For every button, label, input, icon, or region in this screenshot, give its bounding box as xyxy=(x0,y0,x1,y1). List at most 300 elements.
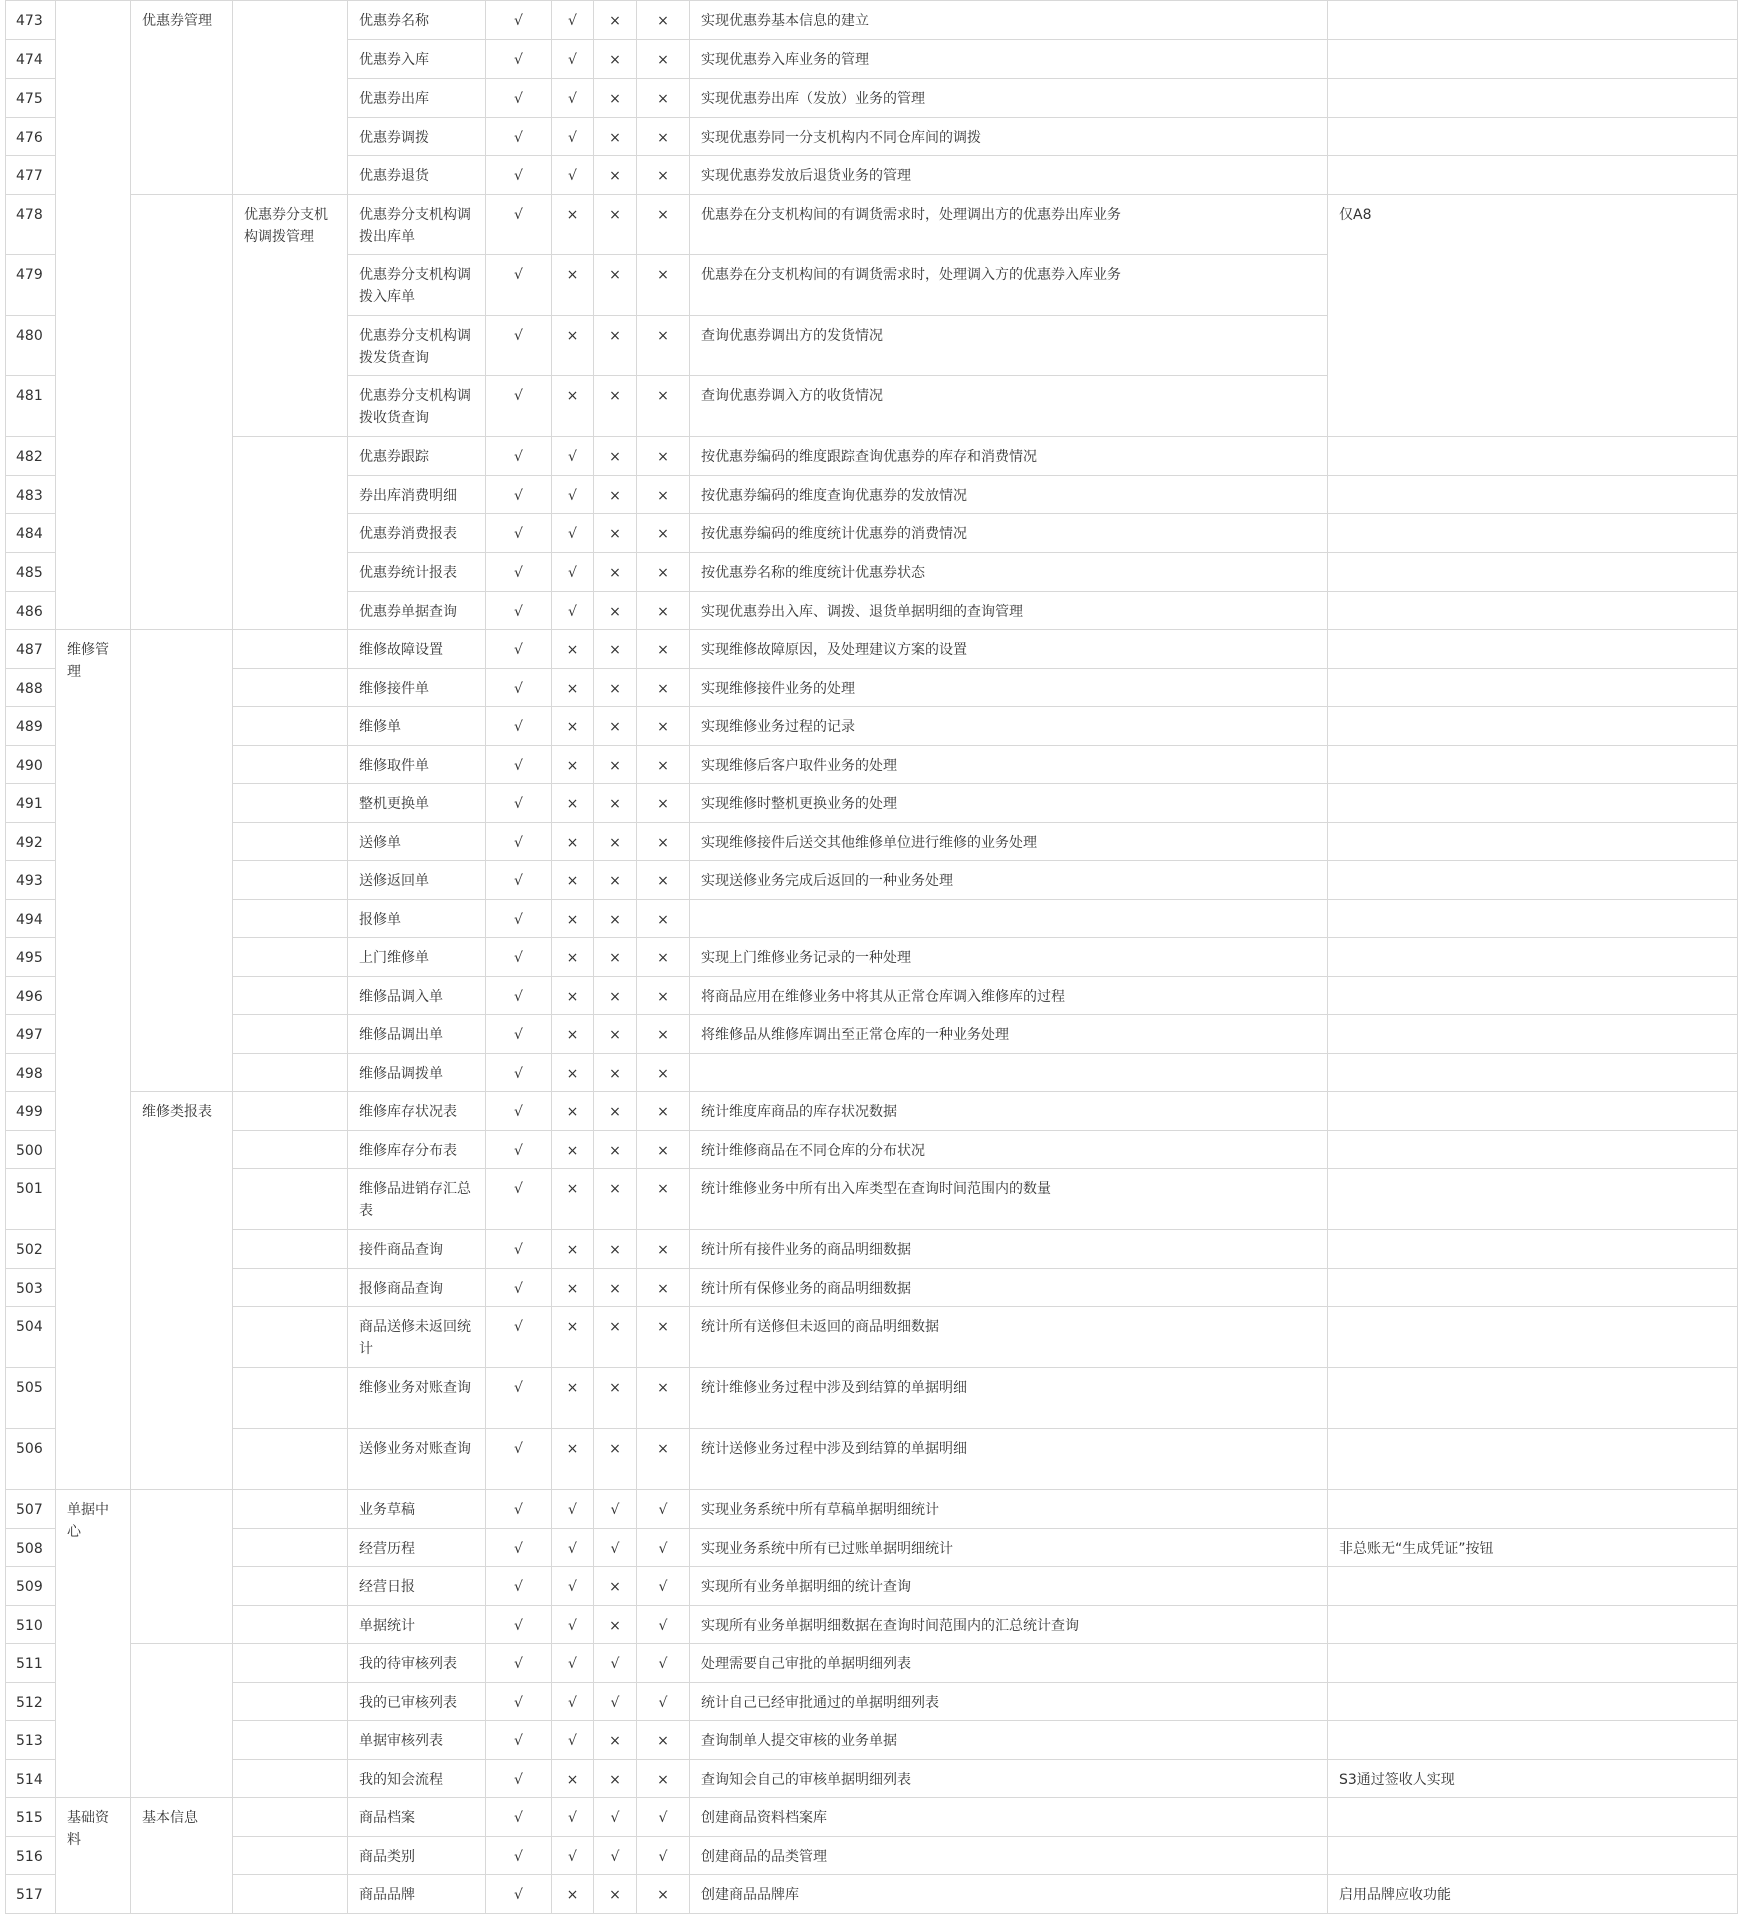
note-cell xyxy=(1328,1490,1738,1529)
edition-mark-cell: × xyxy=(637,861,690,900)
category-cell xyxy=(233,669,348,707)
module-group-cell: 基础资料 xyxy=(56,1798,131,1914)
edition-mark-cell: × xyxy=(552,316,594,376)
edition-mark-cell: × xyxy=(552,1269,594,1307)
edition-mark-cell: × xyxy=(637,156,690,195)
table-row xyxy=(6,746,1738,784)
note-cell xyxy=(1328,1054,1738,1092)
note-cell xyxy=(1328,707,1738,746)
edition-mark-cell: √ xyxy=(637,1490,690,1529)
edition-mark-cell: × xyxy=(637,823,690,861)
edition-mark-cell: √ xyxy=(486,1269,552,1307)
category-cell xyxy=(233,1644,348,1683)
edition-mark-cell: √ xyxy=(486,707,552,746)
table-row xyxy=(6,437,1738,476)
row-number-cell: 507 xyxy=(6,1490,56,1529)
edition-mark-cell: × xyxy=(637,592,690,630)
edition-mark-cell: × xyxy=(594,514,637,553)
feature-name-cell: 维修品调拨单 xyxy=(348,1054,486,1092)
category-cell xyxy=(233,1490,348,1529)
category-cell xyxy=(233,1798,348,1837)
table-row xyxy=(6,630,1738,669)
edition-mark-cell: √ xyxy=(486,40,552,79)
edition-mark-cell: × xyxy=(594,79,637,118)
edition-mark-cell: √ xyxy=(552,40,594,79)
edition-mark-cell: √ xyxy=(594,1490,637,1529)
note-cell xyxy=(1328,1721,1738,1760)
category-cell xyxy=(233,900,348,938)
submodule-cell xyxy=(131,195,233,630)
row-number-cell: 515 xyxy=(6,1798,56,1837)
feature-name-cell: 商品类别 xyxy=(348,1837,486,1875)
edition-mark-cell: × xyxy=(594,476,637,514)
edition-mark-cell: × xyxy=(594,746,637,784)
description-cell: 实现维修接件业务的处理 xyxy=(690,669,1328,707)
edition-mark-cell: × xyxy=(552,1169,594,1230)
category-cell xyxy=(233,1760,348,1798)
edition-mark-cell: √ xyxy=(552,1490,594,1529)
note-cell xyxy=(1328,156,1738,195)
edition-mark-cell: × xyxy=(594,195,637,255)
edition-mark-cell: √ xyxy=(486,1429,552,1490)
edition-mark-cell: × xyxy=(552,669,594,707)
edition-mark-cell: × xyxy=(594,1307,637,1368)
edition-mark-cell: √ xyxy=(486,1567,552,1606)
description-cell: 查询优惠券调出方的发货情况 xyxy=(690,316,1328,376)
edition-mark-cell: × xyxy=(552,823,594,861)
row-number-cell: 480 xyxy=(6,316,56,376)
feature-name-cell: 我的已审核列表 xyxy=(348,1683,486,1721)
feature-name-cell: 单据统计 xyxy=(348,1606,486,1644)
edition-mark-cell: √ xyxy=(552,1529,594,1567)
table-row xyxy=(6,938,1738,977)
description-cell: 实现优惠券同一分支机构内不同仓库间的调拨 xyxy=(690,118,1328,156)
table-row xyxy=(6,669,1738,707)
edition-mark-cell: × xyxy=(637,1169,690,1230)
edition-mark-cell: √ xyxy=(486,195,552,255)
edition-mark-cell: √ xyxy=(637,1567,690,1606)
edition-mark-cell: × xyxy=(552,376,594,437)
edition-mark-cell: √ xyxy=(486,118,552,156)
note-cell xyxy=(1328,1169,1738,1230)
feature-name-cell: 送修返回单 xyxy=(348,861,486,900)
edition-mark-cell: × xyxy=(594,592,637,630)
edition-mark-cell: × xyxy=(637,1015,690,1054)
table-row xyxy=(6,1,1738,40)
edition-mark-cell: √ xyxy=(637,1644,690,1683)
edition-mark-cell: √ xyxy=(552,118,594,156)
edition-mark-cell: × xyxy=(594,669,637,707)
edition-mark-cell: √ xyxy=(486,938,552,977)
description-cell: 统计自己已经审批通过的单据明细列表 xyxy=(690,1683,1328,1721)
description-cell: 实现所有业务单据明细的统计查询 xyxy=(690,1567,1328,1606)
description-cell: 实现优惠券发放后退货业务的管理 xyxy=(690,156,1328,195)
category-cell xyxy=(233,823,348,861)
row-number-cell: 474 xyxy=(6,40,56,79)
feature-name-cell: 优惠券消费报表 xyxy=(348,514,486,553)
description-cell: 实现所有业务单据明细数据在查询时间范围内的汇总统计查询 xyxy=(690,1606,1328,1644)
edition-mark-cell: √ xyxy=(486,1,552,40)
table-row xyxy=(6,1054,1738,1092)
edition-mark-cell: √ xyxy=(486,316,552,376)
edition-mark-cell: × xyxy=(594,437,637,476)
module-group-cell xyxy=(56,1,131,630)
category-cell xyxy=(233,746,348,784)
row-number-cell: 513 xyxy=(6,1721,56,1760)
feature-name-cell: 我的知会流程 xyxy=(348,1760,486,1798)
row-number-cell: 491 xyxy=(6,784,56,823)
table-row xyxy=(6,1092,1738,1131)
submodule-cell xyxy=(131,630,233,1092)
edition-mark-cell: √ xyxy=(486,592,552,630)
row-number-cell: 500 xyxy=(6,1131,56,1169)
row-number-cell: 478 xyxy=(6,195,56,255)
feature-name-cell: 优惠券分支机构调拨入库单 xyxy=(348,255,486,316)
category-cell xyxy=(233,1131,348,1169)
edition-mark-cell: √ xyxy=(486,1760,552,1798)
edition-mark-cell: × xyxy=(637,977,690,1015)
row-number-cell: 492 xyxy=(6,823,56,861)
edition-mark-cell: × xyxy=(637,784,690,823)
edition-mark-cell: × xyxy=(552,707,594,746)
table-row xyxy=(6,707,1738,746)
edition-mark-cell: √ xyxy=(552,592,594,630)
row-number-cell: 503 xyxy=(6,1269,56,1307)
category-cell xyxy=(233,1269,348,1307)
edition-mark-cell: × xyxy=(637,630,690,669)
row-number-cell: 511 xyxy=(6,1644,56,1683)
feature-name-cell: 维修业务对账查询 xyxy=(348,1368,486,1429)
row-number-cell: 482 xyxy=(6,437,56,476)
table-row xyxy=(6,1606,1738,1644)
edition-mark-cell: × xyxy=(552,1760,594,1798)
note-cell xyxy=(1328,1644,1738,1683)
description-cell: 统计维修商品在不同仓库的分布状况 xyxy=(690,1131,1328,1169)
edition-mark-cell: × xyxy=(594,255,637,316)
feature-name-cell: 送修单 xyxy=(348,823,486,861)
edition-mark-cell: √ xyxy=(594,1529,637,1567)
edition-mark-cell: × xyxy=(594,1606,637,1644)
edition-mark-cell: × xyxy=(552,1092,594,1131)
feature-name-cell: 维修品调出单 xyxy=(348,1015,486,1054)
edition-mark-cell: × xyxy=(552,1054,594,1092)
edition-mark-cell: √ xyxy=(486,255,552,316)
row-number-cell: 505 xyxy=(6,1368,56,1429)
edition-mark-cell: × xyxy=(594,938,637,977)
row-number-cell: 512 xyxy=(6,1683,56,1721)
edition-mark-cell: √ xyxy=(486,376,552,437)
description-cell xyxy=(690,900,1328,938)
category-cell xyxy=(233,630,348,669)
edition-mark-cell: √ xyxy=(486,746,552,784)
feature-name-cell: 维修品进销存汇总表 xyxy=(348,1169,486,1230)
edition-mark-cell: × xyxy=(594,823,637,861)
category-cell xyxy=(233,1230,348,1269)
row-number-cell: 496 xyxy=(6,977,56,1015)
edition-mark-cell: × xyxy=(637,1875,690,1914)
feature-name-cell: 业务草稿 xyxy=(348,1490,486,1529)
table-row xyxy=(6,1875,1738,1914)
row-number-cell: 495 xyxy=(6,938,56,977)
edition-mark-cell: × xyxy=(594,977,637,1015)
table-row xyxy=(6,1269,1738,1307)
table-row xyxy=(6,861,1738,900)
category-cell xyxy=(233,1567,348,1606)
edition-mark-cell: × xyxy=(637,746,690,784)
edition-mark-cell: √ xyxy=(486,900,552,938)
category-cell xyxy=(233,977,348,1015)
edition-mark-cell: √ xyxy=(552,1,594,40)
edition-mark-cell: √ xyxy=(486,1230,552,1269)
edition-mark-cell: × xyxy=(594,316,637,376)
table-row xyxy=(6,1644,1738,1683)
description-cell: 实现优惠券基本信息的建立 xyxy=(690,1,1328,40)
note-cell xyxy=(1328,938,1738,977)
edition-mark-cell: √ xyxy=(552,1721,594,1760)
description-cell: 实现维修后客户取件业务的处理 xyxy=(690,746,1328,784)
note-cell xyxy=(1328,437,1738,476)
edition-mark-cell: × xyxy=(552,1368,594,1429)
table-row xyxy=(6,1529,1738,1567)
edition-mark-cell: √ xyxy=(486,79,552,118)
edition-mark-cell: × xyxy=(552,900,594,938)
feature-name-cell: 送修业务对账查询 xyxy=(348,1429,486,1490)
description-cell: 实现维修故障原因，及处理建议方案的设置 xyxy=(690,630,1328,669)
edition-mark-cell: × xyxy=(637,195,690,255)
edition-mark-cell: × xyxy=(637,1230,690,1269)
edition-mark-cell: × xyxy=(594,1131,637,1169)
edition-mark-cell: √ xyxy=(486,1015,552,1054)
edition-mark-cell: × xyxy=(552,1230,594,1269)
edition-mark-cell: × xyxy=(594,1760,637,1798)
row-number-cell: 473 xyxy=(6,1,56,40)
description-cell: 优惠券在分支机构间的有调货需求时，处理调出方的优惠券出库业务 xyxy=(690,195,1328,255)
edition-mark-cell: × xyxy=(594,1429,637,1490)
row-number-cell: 509 xyxy=(6,1567,56,1606)
row-number-cell: 476 xyxy=(6,118,56,156)
edition-mark-cell: √ xyxy=(486,1092,552,1131)
row-number-cell: 510 xyxy=(6,1606,56,1644)
submodule-cell: 优惠券管理 xyxy=(131,1,233,195)
edition-mark-cell: √ xyxy=(486,1368,552,1429)
edition-mark-cell: × xyxy=(594,784,637,823)
note-cell xyxy=(1328,1837,1738,1875)
feature-name-cell: 报修商品查询 xyxy=(348,1269,486,1307)
note-cell xyxy=(1328,476,1738,514)
edition-mark-cell: √ xyxy=(486,553,552,592)
feature-name-cell: 维修库存分布表 xyxy=(348,1131,486,1169)
edition-mark-cell: √ xyxy=(486,1529,552,1567)
edition-mark-cell: √ xyxy=(552,514,594,553)
edition-mark-cell: × xyxy=(637,476,690,514)
row-number-cell: 504 xyxy=(6,1307,56,1368)
edition-mark-cell: × xyxy=(552,1015,594,1054)
category-cell xyxy=(233,1307,348,1368)
table-row xyxy=(6,1131,1738,1169)
table-row xyxy=(6,900,1738,938)
edition-mark-cell: × xyxy=(594,1269,637,1307)
category-cell xyxy=(233,1015,348,1054)
edition-mark-cell: × xyxy=(637,900,690,938)
description-cell: 实现优惠券入库业务的管理 xyxy=(690,40,1328,79)
note-cell xyxy=(1328,1015,1738,1054)
description-cell: 查询制单人提交审核的业务单据 xyxy=(690,1721,1328,1760)
edition-mark-cell: × xyxy=(594,376,637,437)
edition-mark-cell: × xyxy=(552,630,594,669)
category-cell xyxy=(233,1875,348,1914)
description-cell: 实现优惠券出库（发放）业务的管理 xyxy=(690,79,1328,118)
edition-mark-cell: × xyxy=(552,1429,594,1490)
note-cell: S3通过签收人实现 xyxy=(1328,1760,1738,1798)
row-number-cell: 481 xyxy=(6,376,56,437)
description-cell: 将商品应用在维修业务中将其从正常仓库调入维修库的过程 xyxy=(690,977,1328,1015)
row-number-cell: 485 xyxy=(6,553,56,592)
row-number-cell: 477 xyxy=(6,156,56,195)
edition-mark-cell: √ xyxy=(552,1798,594,1837)
edition-mark-cell: × xyxy=(552,255,594,316)
edition-mark-cell: √ xyxy=(552,1837,594,1875)
edition-mark-cell: × xyxy=(637,118,690,156)
feature-name-cell: 优惠券分支机构调拨收货查询 xyxy=(348,376,486,437)
edition-mark-cell: × xyxy=(552,195,594,255)
edition-mark-cell: √ xyxy=(637,1683,690,1721)
note-cell xyxy=(1328,900,1738,938)
note-cell xyxy=(1328,1131,1738,1169)
edition-mark-cell: × xyxy=(594,1875,637,1914)
edition-mark-cell: √ xyxy=(552,437,594,476)
description-cell: 实现维修接件后送交其他维修单位进行维修的业务处理 xyxy=(690,823,1328,861)
note-cell xyxy=(1328,746,1738,784)
table-row xyxy=(6,1169,1738,1230)
module-group-cell: 维修管理 xyxy=(56,630,131,1490)
feature-name-cell: 商品品牌 xyxy=(348,1875,486,1914)
submodule-cell: 维修类报表 xyxy=(131,1092,233,1490)
edition-mark-cell: √ xyxy=(486,156,552,195)
row-number-cell: 501 xyxy=(6,1169,56,1230)
category-cell xyxy=(233,1683,348,1721)
edition-mark-cell: √ xyxy=(486,476,552,514)
feature-table-container xyxy=(5,0,1737,1914)
description-cell: 创建商品的品类管理 xyxy=(690,1837,1328,1875)
edition-mark-cell: × xyxy=(594,707,637,746)
note-cell xyxy=(1328,1798,1738,1837)
edition-mark-cell: √ xyxy=(486,514,552,553)
note-cell xyxy=(1328,40,1738,79)
description-cell: 统计所有接件业务的商品明细数据 xyxy=(690,1230,1328,1269)
edition-mark-cell: √ xyxy=(594,1644,637,1683)
edition-mark-cell: × xyxy=(637,79,690,118)
edition-mark-cell: × xyxy=(594,1721,637,1760)
table-row xyxy=(6,1015,1738,1054)
edition-mark-cell: × xyxy=(637,1307,690,1368)
submodule-cell: 基本信息 xyxy=(131,1798,233,1914)
description-cell: 统计维修业务过程中涉及到结算的单据明细 xyxy=(690,1368,1328,1429)
table-row xyxy=(6,823,1738,861)
edition-mark-cell: × xyxy=(594,1054,637,1092)
row-number-cell: 517 xyxy=(6,1875,56,1914)
row-number-cell: 488 xyxy=(6,669,56,707)
description-cell: 实现业务系统中所有已过账单据明细统计 xyxy=(690,1529,1328,1567)
module-group-cell: 单据中心 xyxy=(56,1490,131,1798)
description-cell: 实现业务系统中所有草稿单据明细统计 xyxy=(690,1490,1328,1529)
edition-mark-cell: × xyxy=(637,1054,690,1092)
edition-mark-cell: × xyxy=(594,630,637,669)
note-cell xyxy=(1328,592,1738,630)
note-cell xyxy=(1328,977,1738,1015)
category-cell xyxy=(233,784,348,823)
edition-mark-cell: √ xyxy=(637,1798,690,1837)
table-row xyxy=(6,1760,1738,1798)
edition-mark-cell: × xyxy=(637,1131,690,1169)
edition-mark-cell: √ xyxy=(486,823,552,861)
edition-mark-cell: √ xyxy=(486,1131,552,1169)
edition-mark-cell: × xyxy=(594,861,637,900)
row-number-cell: 499 xyxy=(6,1092,56,1131)
edition-mark-cell: √ xyxy=(486,1606,552,1644)
note-cell xyxy=(1328,823,1738,861)
edition-mark-cell: √ xyxy=(637,1606,690,1644)
feature-name-cell: 优惠券退货 xyxy=(348,156,486,195)
edition-mark-cell: √ xyxy=(637,1837,690,1875)
description-cell: 统计送修业务过程中涉及到结算的单据明细 xyxy=(690,1429,1328,1490)
description-cell: 按优惠券编码的维度统计优惠券的消费情况 xyxy=(690,514,1328,553)
edition-mark-cell: × xyxy=(637,1092,690,1131)
description-cell: 统计所有送修但未返回的商品明细数据 xyxy=(690,1307,1328,1368)
category-cell xyxy=(233,1368,348,1429)
category-cell xyxy=(233,1169,348,1230)
description-cell: 创建商品品牌库 xyxy=(690,1875,1328,1914)
category-cell: 优惠券分支机构调拨管理 xyxy=(233,195,348,437)
edition-mark-cell: √ xyxy=(552,1683,594,1721)
description-cell: 按优惠券编码的维度查询优惠券的发放情况 xyxy=(690,476,1328,514)
note-cell xyxy=(1328,79,1738,118)
feature-name-cell: 券出库消费明细 xyxy=(348,476,486,514)
feature-name-cell: 整机更换单 xyxy=(348,784,486,823)
edition-mark-cell: √ xyxy=(486,1169,552,1230)
table-row xyxy=(6,195,1738,255)
note-cell xyxy=(1328,1,1738,40)
row-number-cell: 489 xyxy=(6,707,56,746)
note-cell: 启用品牌应收功能 xyxy=(1328,1875,1738,1914)
feature-name-cell: 接件商品查询 xyxy=(348,1230,486,1269)
edition-mark-cell: √ xyxy=(552,553,594,592)
row-number-cell: 498 xyxy=(6,1054,56,1092)
description-cell: 实现维修业务过程的记录 xyxy=(690,707,1328,746)
feature-name-cell: 维修接件单 xyxy=(348,669,486,707)
edition-mark-cell: × xyxy=(552,977,594,1015)
edition-mark-cell: √ xyxy=(486,1490,552,1529)
submodule-cell xyxy=(131,1490,233,1644)
feature-name-cell: 商品档案 xyxy=(348,1798,486,1837)
description-cell: 将维修品从维修库调出至正常仓库的一种业务处理 xyxy=(690,1015,1328,1054)
category-cell xyxy=(233,1837,348,1875)
description-cell: 实现优惠券出入库、调拨、退货单据明细的查询管理 xyxy=(690,592,1328,630)
edition-mark-cell: √ xyxy=(486,669,552,707)
feature-name-cell: 经营日报 xyxy=(348,1567,486,1606)
edition-mark-cell: × xyxy=(637,514,690,553)
edition-mark-cell: × xyxy=(552,784,594,823)
edition-mark-cell: × xyxy=(637,1760,690,1798)
table-row xyxy=(6,1490,1738,1529)
edition-mark-cell: × xyxy=(552,938,594,977)
edition-mark-cell: √ xyxy=(486,1683,552,1721)
description-cell: 统计所有保修业务的商品明细数据 xyxy=(690,1269,1328,1307)
feature-name-cell: 优惠券出库 xyxy=(348,79,486,118)
feature-name-cell: 优惠券入库 xyxy=(348,40,486,79)
edition-mark-cell: × xyxy=(552,1131,594,1169)
edition-mark-cell: √ xyxy=(486,1644,552,1683)
edition-mark-cell: × xyxy=(637,437,690,476)
